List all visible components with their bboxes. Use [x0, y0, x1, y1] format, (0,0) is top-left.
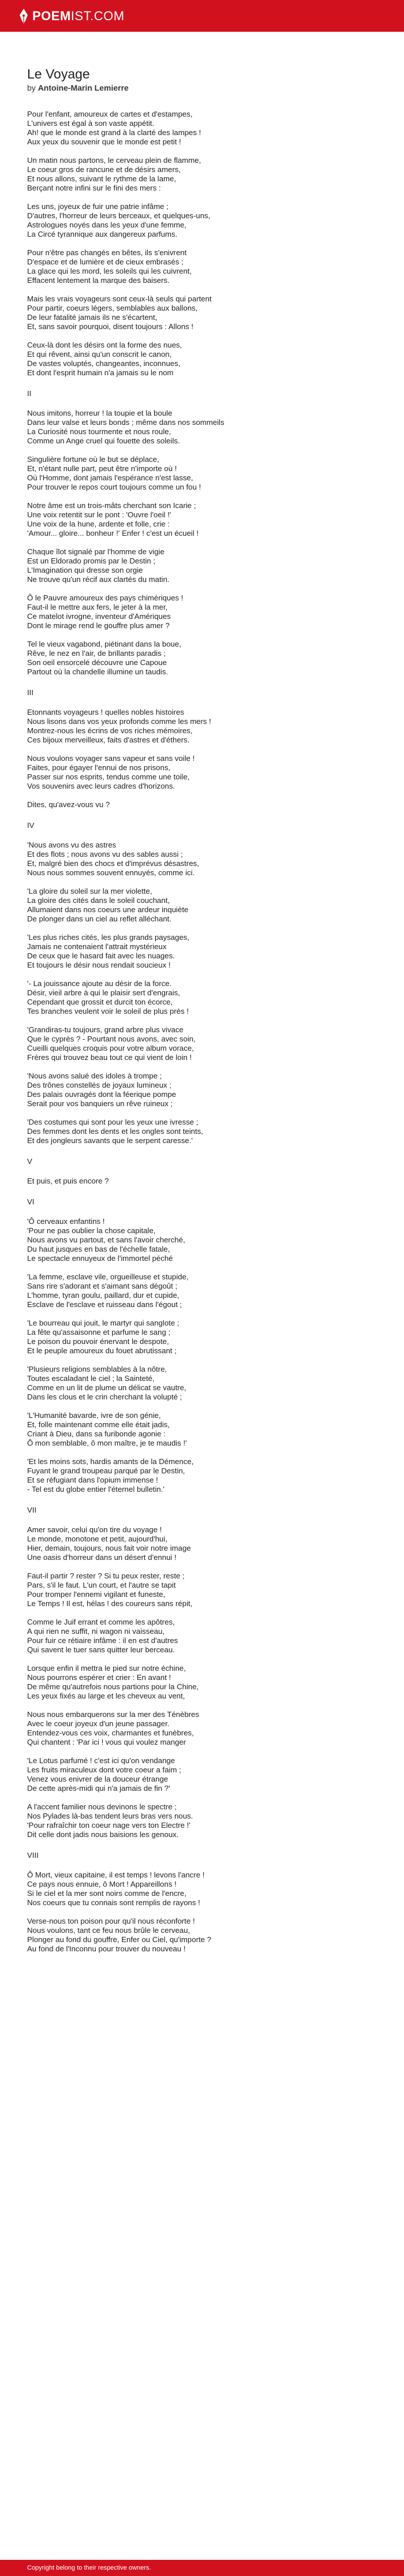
poem-line: Dont le mirage rend le gouffre plus amer ?: [27, 621, 170, 630]
pen-nib-icon: [18, 8, 29, 24]
poem-line: Nos coeurs que tu connais sont remplis de rayons !: [27, 1898, 200, 1907]
poem-line: Son oeil ensorcelé découvre une Capoue: [27, 658, 167, 667]
poem-line: 'La femme, esclave vile, orgueilleuse et stupide,: [27, 1272, 189, 1281]
stanza: [27, 202, 377, 239]
poem-line: Avec le coeur joyeux d'un jeune passager.: [27, 1719, 170, 1728]
poem-line: Ah! que le monde est grand à la clarté des lampes !: [27, 128, 201, 137]
stanza: [27, 1217, 377, 1263]
poem-line: Verse-nous ton poison pour qu'il nous réconforte !: [27, 1917, 195, 1925]
poem-line: D'autres, l'horreur de leurs berceaux, et quelques-uns,: [27, 211, 211, 220]
poem-line: Où l'Homme, dont jamais l'espérance n'est lasse,: [27, 473, 193, 482]
stanza: [27, 1525, 377, 1562]
section-number: II: [27, 389, 32, 398]
site-logo[interactable]: [18, 8, 125, 24]
poem-line: Et des jongleurs savants que le serpent caresse.': [27, 1136, 193, 1145]
poem-line: De plonger dans un ciel au reflet alléchant.: [27, 914, 171, 923]
stanza: [27, 341, 377, 378]
poem-line: Jamais ne contenaient l'attrait mystérieux: [27, 942, 167, 951]
poem-line: Tes branches veulent voir le soleil de plus près !: [27, 1007, 189, 1016]
poem-line: Le coeur gros de rancune et de désirs amers,: [27, 165, 181, 174]
stanza: [27, 1871, 377, 1907]
poem-line: Les yeux fixés au large et les cheveux au vent,: [27, 1692, 185, 1700]
section-number: III: [27, 688, 33, 697]
poem-line: Ce matelot ivrogne, inventeur d'Amériques: [27, 612, 171, 621]
poem-line: Qui savent le tuer sans quitter leur berceau.: [27, 1645, 175, 1654]
poem-line: 'Nous avons salué des idoles à trompe ;: [27, 1072, 162, 1080]
poem-line: 'Amour... gloire... bonheur !' Enfer ! c'est un écueil !: [27, 529, 199, 537]
poem-line: Vos souvenirs avec leurs cadres d'horizons.: [27, 782, 175, 790]
poem-line: Le Temps ! Il est, hélas ! des coureurs sans répit,: [27, 1599, 193, 1608]
poem-line: - Tel est du globe entier l'éternel bulletin.': [27, 1485, 164, 1494]
stanza: [27, 1272, 377, 1309]
poem-line: Ô Mort, vieux capitaine, il est temps ! levons l'ancre !: [27, 1871, 205, 1879]
stanza: [27, 841, 377, 878]
stanza: [27, 1072, 377, 1108]
poem-line: Hier, demain, toujours, nous fait voir notre image: [27, 1544, 191, 1552]
section-number: VIII: [27, 1851, 39, 1860]
poem-line: Ceux-là dont les désirs ont la forme des nues,: [27, 341, 182, 349]
poem-line: L'homme, tyran goulu, paillard, dur et cupide,: [27, 1291, 179, 1300]
poem-line: Comme le Juif errant et comme les apôtres,: [27, 1618, 175, 1626]
stanza: [27, 887, 377, 924]
poem-line: Dans leur valse et leurs bonds ; même dans nos sommeils: [27, 418, 225, 427]
poem-line: La gloire des cités dans le soleil couchant,: [27, 896, 170, 905]
poem-line: Et dont l'esprit humain n'a jamais su le nom: [27, 368, 174, 377]
poem-line: Cueilli quelques croquis pour votre album vorace,: [27, 1044, 194, 1052]
poem-line: Lorsque enfin il mettra le pied sur notre échine,: [27, 1664, 186, 1672]
poem-line: Faut-il le mettre aux fers, le jeter à la mer,: [27, 603, 168, 611]
poem-line: 'Pour rafraîchir ton coeur nage vers ton Electre !': [27, 1821, 190, 1830]
stanza: [27, 1365, 377, 1402]
poem-line: Nous nous sommes souvent ennuyés, comme ici.: [27, 868, 195, 877]
poem-line: 'Ô cerveaux enfantins !: [27, 1217, 105, 1226]
stanza: [27, 1118, 377, 1145]
stanza: [27, 1917, 377, 1954]
poem-line: Rêve, le nez en l'air, de brillants paradis ;: [27, 649, 166, 658]
stanza: [27, 455, 377, 492]
poem-line: Serait pour vos banquiers un rêve ruineux ;: [27, 1099, 173, 1108]
poem-line: Pour fuir ce rétiaire infâme : il en est d'autres: [27, 1636, 178, 1645]
poem-line: Faites, pour égayer l'ennui de nos prisons,: [27, 763, 171, 772]
poem-line: Ne trouve qu'un récif aux clartés du matin.: [27, 575, 170, 584]
site-footer: [0, 2560, 404, 2576]
brand-bold: POEM: [32, 8, 71, 23]
poem-line: Qui chantent : 'Par ici ! vous qui voulez manger: [27, 1738, 186, 1746]
poem-line: Pour trouver le repos court toujours comme un fou !: [27, 483, 201, 491]
poem-line: La Curiosité nous tourmente et nous roule,: [27, 427, 171, 436]
stanza: [27, 294, 377, 331]
stanza: [27, 1411, 377, 1448]
poem-line: 'Le Lotus parfumé ! c'est ici qu'on vendange: [27, 1756, 175, 1765]
poem-line: 'Nous avons vu des astres: [27, 841, 117, 849]
poem-line: Berçant notre infini sur le fini des mers :: [27, 184, 161, 192]
poem-line: Et, folle maintenant comme elle était jadis,: [27, 1420, 170, 1429]
poem-line: Criant à Dieu, dans sa furibonde agonie :: [27, 1429, 166, 1438]
poem-content: [0, 32, 404, 1954]
brand-rest: IST.COM: [70, 8, 125, 23]
poem-line: A qui rien ne suffit, ni wagon ni vaisseau,: [27, 1627, 165, 1636]
poem-line: De leur fatalité jamais ils ne s'écartent,: [27, 313, 158, 322]
stanza: [27, 248, 377, 285]
poem-line: Singulière fortune où le but se déplace,: [27, 455, 159, 464]
poem-line: Et, sans savoir pourquoi, disent toujours : Allons !: [27, 322, 194, 331]
poem-line: Une oasis d'horreur dans un désert d'ennui !: [27, 1553, 177, 1562]
poem-line: Plonger au fond du gouffre, Enfer ou Ciel, qu'importe ?: [27, 1935, 211, 1944]
poem-line: Désir, vieil arbre à qui le plaisir sert d'engrais,: [27, 988, 180, 997]
poem-line: L'Imagination qui dresse son orgie: [27, 566, 143, 574]
stanza: [27, 1319, 377, 1356]
stanza: [27, 156, 377, 193]
poem-line: Et nous allons, suivant le rythme de la lame,: [27, 174, 177, 183]
poem-line: Amer savoir, celui qu'on tire du voyage !: [27, 1525, 162, 1534]
poem-line: 'Les plus riches cités, les plus grands paysages,: [27, 933, 190, 942]
poem-line: Est un Eldorado promis par le Destin ;: [27, 557, 156, 565]
poem-line: La glace qui les mord, les soleils qui les cuivrent,: [27, 267, 192, 275]
poem-line: Montrez-nous les écrins de vos riches mémoires,: [27, 726, 193, 735]
poem-line: Et, malgré bien des chocs et d'imprévus désastres,: [27, 859, 199, 868]
poem-line: Une voix de la hune, ardente et folle, crie :: [27, 520, 170, 528]
stanza: [27, 708, 377, 745]
poem-line: Comme un Ange cruel qui fouette des soleils.: [27, 436, 180, 445]
stanza: [27, 1802, 377, 1839]
poem-line: Pour n'être pas changés en bêtes, ils s'enivrent: [27, 248, 187, 257]
stanza: [27, 409, 377, 446]
poem-line: De même qu'autrefois nous partions pour la Chine,: [27, 1682, 199, 1691]
stanza: [27, 547, 377, 584]
poem-title: Le Voyage: [27, 66, 90, 81]
stanza: [27, 800, 377, 809]
poem-line: L'univers est égal à son vaste appétit.: [27, 119, 155, 128]
poem-line: Si le ciel et la mer sont noirs comme de l'encre,: [27, 1889, 186, 1898]
poem-line: La Circé tyrannique aux dangereux parfums.: [27, 230, 178, 238]
poem-line: Une voix retentit sur le pont : 'Ouvre l'oeil !': [27, 510, 171, 519]
poem-line: Passer sur nos esprits, tendus comme une toile,: [27, 772, 190, 781]
poem-line: Frères qui trouvez beau tout ce qui vient de loin !: [27, 1053, 192, 1062]
stanza: [27, 1618, 377, 1655]
stanza: [27, 754, 377, 791]
poem-line: Les fruits miraculeux dont votre coeur a faim ;: [27, 1765, 181, 1774]
poem-line: Nous voulons, tant ce feu nous brûle le cerveau,: [27, 1926, 190, 1935]
poem-line: Et des flots ; nous avons vu des sables aussi ;: [27, 850, 183, 858]
poem-line: Chaque îlot signalé par l'homme de vigie: [27, 547, 164, 556]
section-number: VI: [27, 1197, 35, 1206]
poem-line: Dit celle dont jadis nous baisions les genoux.: [27, 1830, 179, 1839]
copyright-text: Copyright belong to their respective owners.: [27, 2564, 151, 2571]
poem-line: 'Grandiras-tu toujours, grand arbre plus vivace: [27, 1025, 184, 1034]
poem-line: Et se réfugiant dans l'opium immense !: [27, 1476, 158, 1484]
poem-body: [27, 110, 377, 1954]
stanza: [27, 979, 377, 1016]
poem-line: Nos Pylades là-bas tendent leurs bras vers nous.: [27, 1812, 193, 1820]
stanza: [27, 1664, 377, 1701]
poem-line: 'Le bourreau qui jouit, le martyr qui sanglote ;: [27, 1319, 179, 1327]
poem-line: Esclave de l'esclave et ruisseau dans l'égout ;: [27, 1300, 182, 1309]
poem-line: Toutes escaladant le ciel ; la Sainteté,: [27, 1374, 155, 1383]
poem-line: Le poison du pouvoir énervant le despote,: [27, 1337, 169, 1346]
poem-line: Et toujours le désir nous rendait soucieux !: [27, 961, 171, 969]
stanza: [27, 933, 377, 970]
poem-line: De cette après-midi qui n'a jamais de fin ?': [27, 1784, 170, 1793]
poem-line: Pars, s'il le faut. L'un court, et l'autre se tapit: [27, 1581, 176, 1589]
poem-line: Ces bijoux merveilleux, faits d'astres et d'éthers.: [27, 736, 190, 744]
poem-line: Nous nous embarquerons sur la mer des Ténèbres: [27, 1710, 200, 1719]
site-header: [0, 0, 404, 32]
poem-line: 'Des costumes qui sont pour les yeux une ivresse ;: [27, 1118, 199, 1126]
poem-line: Nous imitons, horreur ! la toupie et la boule: [27, 409, 173, 417]
poem-line: Entendez-vous ces voix, charmantes et funèbres,: [27, 1728, 194, 1737]
poem-line: Et puis, et puis encore ?: [27, 1177, 109, 1185]
poem-line: Des trônes constellés de joyaux lumineux ;: [27, 1081, 171, 1089]
poem-line: Sans rire s'adorant et s'aimant sans dégoût ;: [27, 1282, 178, 1290]
stanza: [27, 1710, 377, 1747]
poem-line: Partout où la chandelle illumine un taudis.: [27, 667, 169, 676]
poem-line: 'Et les moins sots, hardis amants de la Démence,: [27, 1457, 194, 1466]
poem-line: Dans les clous et le crin cherchant la volupté ;: [27, 1392, 182, 1401]
poem-line: Etonnants voyageurs ! quelles nobles histoires: [27, 708, 184, 716]
poem-line: D'espace et de lumière et de cieux embrasés ;: [27, 257, 184, 266]
poem-line: Pour l'enfant, amoureux de cartes et d'estampes,: [27, 110, 193, 118]
poem-line: Et le peuple amoureux du fouet abrutissant ;: [27, 1346, 177, 1355]
stanza: [27, 1756, 377, 1793]
poem-line: Et, n'étant nulle part, peut être n'importe où !: [27, 464, 177, 473]
poem-line: De vastes voluptés, changeantes, inconnues,: [27, 359, 181, 368]
stanza: [27, 640, 377, 677]
section-number: VII: [27, 1506, 37, 1514]
poem-line: Tel le vieux vagabond, piétinant dans la boue,: [27, 640, 181, 648]
poem-line: Le spectacle ennuyeux de l'immortel péché: [27, 1254, 173, 1263]
poem-line: Dites, qu'avez-vous vu ?: [27, 800, 110, 809]
poem-line: Allumaient dans nos coeurs une ardeur inquiète: [27, 905, 189, 914]
poem-line: Effacent lentement la marque des baisers.: [27, 276, 170, 285]
poem-line: Un matin nous partons, le cerveau plein de flamme,: [27, 156, 201, 165]
poem-line: Du haut jusques en bas de l'échelle fatale,: [27, 1245, 170, 1253]
poem-line: Au fond de l'Inconnu pour trouver du nouveau !: [27, 1944, 186, 1953]
poem-line: 'Pour ne pas oublier la chose capitale,: [27, 1226, 156, 1235]
poem-line: Aux yeux du souvenir que le monde est petit !: [27, 137, 181, 146]
poem-line: Nous pourrons espérer et crier : En avant !: [27, 1673, 171, 1682]
byline: [27, 83, 377, 92]
poem-line: Ce pays nous ennuie, ô Mort ! Appareillons !: [27, 1880, 177, 1888]
poem-line: Et qui rêvent, ainsi qu'un conscrit le canon,: [27, 350, 172, 359]
poem-line: Ô mon semblable, ô mon maître, je te maudis !': [27, 1439, 187, 1447]
poem-line: Mais les vrais voyageurs sont ceux-là seuls qui partent: [27, 294, 212, 303]
stanza: [27, 1457, 377, 1494]
poem-line: Notre âme est un trois-mâts cherchant son Icarie ;: [27, 501, 196, 510]
poem-line: Faut-il partir ? rester ? Si tu peux rester, reste ;: [27, 1571, 185, 1580]
section-number: V: [27, 1157, 32, 1166]
poem-line: Ô le Pauvre amoureux des pays chimériques !: [27, 593, 184, 602]
poem-line: Que le cyprès ? - Pourtant nous avons, avec soin,: [27, 1035, 196, 1043]
section-number: IV: [27, 821, 35, 830]
poem-line: Pour tromper l'ennemi vigilant et funeste,: [27, 1590, 166, 1599]
site-brand: [32, 9, 125, 24]
poem-line: Cependant que grossit et durcit ton écorce,: [27, 998, 173, 1006]
poem-line: 'L'Humanité bavarde, ivre de son génie,: [27, 1411, 161, 1420]
poem-line: Pour partir, coeurs légers, semblables aux ballons,: [27, 304, 198, 312]
poem-line: Des palais ouvragés dont la féerique pompe: [27, 1090, 177, 1099]
poem-line: 'Plusieurs religions semblables à la nôtre,: [27, 1365, 167, 1373]
stanza: [27, 110, 377, 147]
poem-line: Des femmes dont les dents et les ongles sont teints,: [27, 1127, 203, 1136]
byline-prefix: by: [27, 83, 36, 92]
stanza: [27, 501, 377, 538]
poem-line: Venez vous enivrer de la douceur étrange: [27, 1775, 169, 1783]
poem-line: Astrologues noyés dans les yeux d'une femme,: [27, 221, 186, 229]
poem-line: '- La jouissance ajoute au désir de la force.: [27, 979, 172, 988]
poem-line: Le monde, monotone et petit, aujourd'hui,: [27, 1535, 167, 1543]
poem-line: Fuyant le grand troupeau parqué par le Destin,: [27, 1466, 185, 1475]
poem-line: Nous voulons voyager sans vapeur et sans voile !: [27, 754, 195, 763]
poem-line: 'La gloire du soleil sur la mer violette,: [27, 887, 152, 895]
poem-line: Nous lisons dans vos yeux profonds comme les mers !: [27, 717, 211, 726]
stanza: [27, 593, 377, 630]
stanza: [27, 1025, 377, 1062]
stanza: [27, 1571, 377, 1608]
poem-line: De ceux que le hasard fait avec les nuages.: [27, 951, 175, 960]
poem-line: Nous avons vu partout, et sans l'avoir cherché,: [27, 1235, 185, 1244]
poem-line: Comme en un lit de plume un délicat se vautre,: [27, 1383, 186, 1392]
poem-line: A l'accent familier nous devinons le spectre ;: [27, 1802, 177, 1811]
stanza: [27, 1177, 377, 1186]
poem-line: La fête qu'assaisonne et parfume le sang ;: [27, 1328, 171, 1336]
poem-line: Les uns, joyeux de fuir une patrie infâme ;: [27, 202, 169, 211]
author-name[interactable]: Antoine-Marin Lemierre: [38, 83, 129, 92]
